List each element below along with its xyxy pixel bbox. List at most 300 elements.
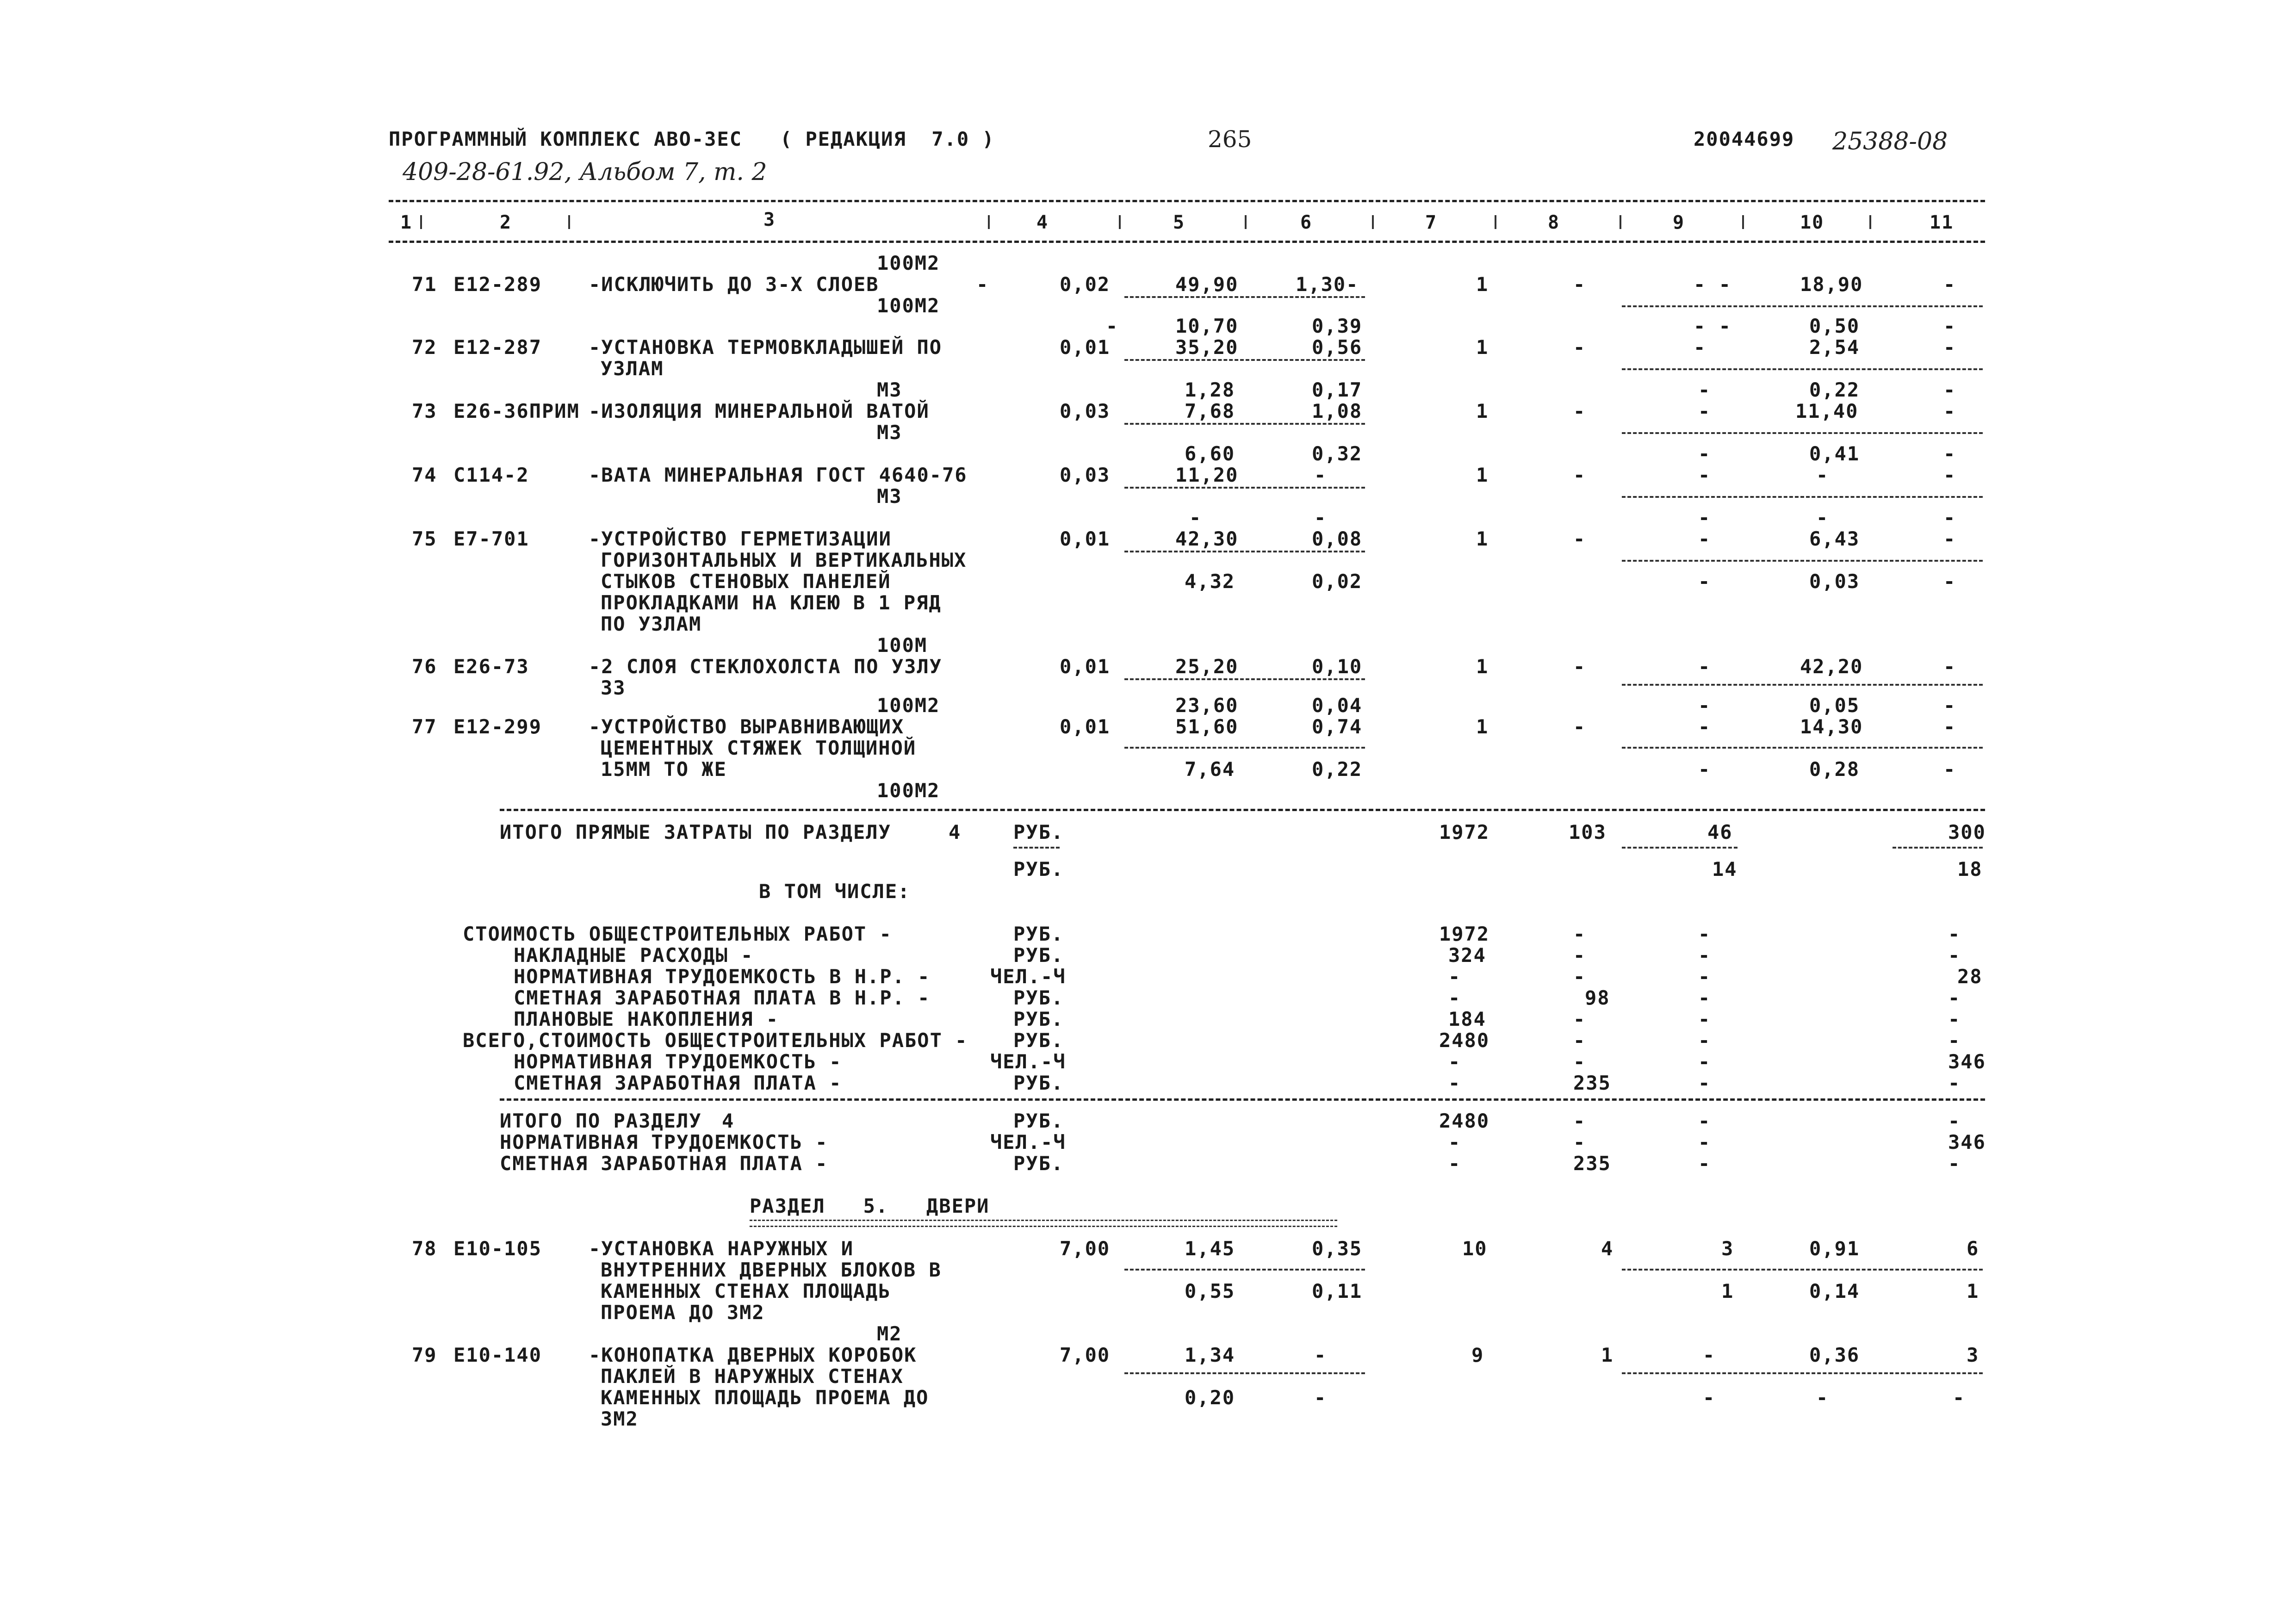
col-header-7: 7 bbox=[1425, 212, 1438, 233]
direct-costs-col9: 46 bbox=[1707, 821, 1733, 843]
breakdown-col11: - bbox=[1948, 923, 1961, 945]
cell-col8: - bbox=[1573, 273, 1586, 296]
cell-price-total: 7,68 bbox=[1185, 400, 1235, 422]
breakdown-col9: - bbox=[1698, 1029, 1711, 1052]
cell-col11: - bbox=[1943, 527, 1956, 550]
unit-label: 100М2 bbox=[877, 252, 940, 274]
breakdown-label: СМЕТНАЯ ЗАРАБОТНАЯ ПЛАТА В Н.Р. - bbox=[514, 986, 931, 1009]
breakdown-col7: 1972 bbox=[1439, 923, 1490, 945]
row-name-cont: КАМЕННЫХ ПЛОЩАДЬ ПРОЕМА ДО bbox=[601, 1386, 929, 1409]
row-name: -2 СЛОЯ СТЕКЛОХОЛСТА ПО УЗЛУ bbox=[589, 655, 943, 678]
cell-col7: 1 bbox=[1476, 400, 1489, 422]
col-header-3: 3 bbox=[763, 209, 776, 230]
row-code: Е26-73 bbox=[453, 655, 529, 678]
cell-price-wage-sub: 0,04 bbox=[1312, 694, 1363, 717]
unit-label: 100М2 bbox=[877, 779, 940, 802]
section-total-unit: РУБ. bbox=[1013, 1110, 1064, 1132]
cell-col10: 14,30 bbox=[1800, 715, 1863, 738]
col-separator bbox=[1245, 215, 1247, 229]
cell-price-wage: 1,08 bbox=[1312, 400, 1363, 422]
breakdown-label: НОРМАТИВНАЯ ТРУДОЕМКОСТЬ В Н.Р. - bbox=[514, 965, 931, 988]
col-header-10: 10 bbox=[1800, 212, 1824, 233]
direct-costs-section: 4 bbox=[949, 821, 962, 843]
cell-col9: - bbox=[1698, 506, 1711, 529]
cell-col10: 18,90 bbox=[1800, 273, 1863, 296]
cell-price-total: - bbox=[1189, 506, 1202, 529]
section-total-rule bbox=[500, 809, 1985, 811]
cell-price-total-sub: 0,20 bbox=[1185, 1386, 1235, 1409]
cell-col11: 6 bbox=[1967, 1237, 1980, 1260]
breakdown-col9: - bbox=[1698, 965, 1711, 988]
cell-col11: - bbox=[1943, 315, 1956, 337]
cell-qty: 0,01 bbox=[1060, 715, 1111, 738]
breakdown-unit: ЧЕЛ.-Ч bbox=[990, 965, 1066, 988]
row-name-cont: 3М2 bbox=[601, 1407, 639, 1430]
cell-col10: 0,22 bbox=[1809, 378, 1860, 401]
cell-price-total: 10,70 bbox=[1175, 315, 1239, 337]
cell-col9: - bbox=[1698, 442, 1711, 465]
cell-divider bbox=[1622, 305, 1983, 307]
direct-costs-unit: РУБ. bbox=[1013, 821, 1064, 843]
breakdown-col9: - bbox=[1698, 944, 1711, 967]
direct-costs-col9-sub: 14 bbox=[1712, 858, 1738, 880]
cell-col8: 1 bbox=[1601, 1344, 1614, 1366]
cell-qty: 7,00 bbox=[1060, 1237, 1111, 1260]
section-total-col11: - bbox=[1948, 1110, 1961, 1132]
section-total-col11: - bbox=[1948, 1152, 1961, 1175]
cell-price-total: 1,45 bbox=[1185, 1237, 1235, 1260]
cell-col7: 1 bbox=[1476, 715, 1489, 738]
cell-qty: 0,01 bbox=[1060, 527, 1111, 550]
col-header-2: 2 bbox=[500, 212, 512, 233]
breakdown-label: ВСЕГО,СТОИМОСТЬ ОБЩЕСТРОИТЕЛЬНЫХ РАБОТ - bbox=[463, 1029, 968, 1052]
breakdown-col11: 28 bbox=[1957, 965, 1983, 988]
cell-price-wage: 0,17 bbox=[1312, 378, 1363, 401]
cell-divider bbox=[1124, 551, 1365, 552]
row-number: 75 bbox=[412, 527, 437, 550]
cell-col9: - bbox=[1698, 400, 1711, 422]
cell-col10-sub: - bbox=[1816, 1386, 1829, 1409]
cell-col9: 3 bbox=[1721, 1237, 1734, 1260]
breakdown-unit: РУБ. bbox=[1013, 986, 1064, 1009]
row-code: Е10-105 bbox=[453, 1237, 542, 1260]
section-total-rule bbox=[500, 1098, 1985, 1101]
col-separator bbox=[568, 215, 570, 229]
cell-col9: - bbox=[1698, 715, 1711, 738]
cell-price-wage-sub: 0,11 bbox=[1312, 1280, 1363, 1302]
unit-label: 100М2 bbox=[877, 294, 940, 317]
col-separator bbox=[988, 215, 990, 229]
cell-col9: - - bbox=[1694, 273, 1731, 296]
breakdown-col7: 2480 bbox=[1439, 1029, 1490, 1052]
col-separator bbox=[1869, 215, 1871, 229]
unit-label: М2 bbox=[877, 1322, 902, 1345]
unit-label: М3 bbox=[877, 485, 902, 508]
cell-col11: - bbox=[1943, 273, 1956, 296]
breakdown-col8: - bbox=[1573, 1050, 1586, 1073]
program-title: ПРОГРАММНЫЙ КОМПЛЕКС АВО-3ЕС ( РЕДАКЦИЯ 7.0 ) bbox=[389, 128, 995, 150]
cell-col10-sub: 0,28 bbox=[1809, 758, 1860, 781]
cell-divider bbox=[1622, 847, 1738, 849]
cell-col7: 1 bbox=[1476, 527, 1489, 550]
section-total-unit: РУБ. bbox=[1013, 1152, 1064, 1175]
row-name-cont: ПАКЛЕЙ В НАРУЖНЫХ СТЕНАХ bbox=[601, 1365, 904, 1388]
col-separator bbox=[420, 215, 422, 229]
cell-price-wage: 1,30- bbox=[1296, 273, 1359, 296]
cell-divider bbox=[1013, 847, 1060, 849]
cell-col7: 1 bbox=[1476, 655, 1489, 678]
breakdown-label: НОРМАТИВНАЯ ТРУДОЕМКОСТЬ - bbox=[514, 1050, 842, 1073]
breakdown-unit: РУБ. bbox=[1013, 944, 1064, 967]
section-title-underline bbox=[750, 1220, 1337, 1227]
unit-label: 100М bbox=[877, 634, 928, 657]
cell-divider bbox=[1124, 423, 1365, 425]
cell-price-total: 6,60 bbox=[1185, 442, 1235, 465]
header-bottom-rule bbox=[389, 241, 1985, 243]
breakdown-col7: 324 bbox=[1448, 944, 1486, 967]
breakdown-col7: 184 bbox=[1448, 1008, 1486, 1030]
cell-col9: - bbox=[1698, 527, 1711, 550]
breakdown-unit: РУБ. bbox=[1013, 1029, 1064, 1052]
cell-divider bbox=[1622, 496, 1983, 498]
breakdown-col8: - bbox=[1573, 1029, 1586, 1052]
row-number: 77 bbox=[412, 715, 437, 738]
cell-col11: - bbox=[1943, 655, 1956, 678]
cell-divider bbox=[1124, 296, 1365, 298]
cell-price-wage: 0,35 bbox=[1312, 1237, 1363, 1260]
breakdown-unit: РУБ. bbox=[1013, 923, 1064, 945]
cell-col4-mark: - bbox=[976, 273, 989, 296]
cell-col9-sub: - bbox=[1698, 570, 1711, 593]
row-name-cont: 15ММ ТО ЖЕ bbox=[601, 758, 727, 781]
cell-price-total: 1,28 bbox=[1185, 378, 1235, 401]
unit-label: М3 bbox=[877, 378, 902, 401]
cell-divider bbox=[1622, 1269, 1983, 1271]
cell-divider bbox=[1124, 1269, 1365, 1271]
cell-divider bbox=[1893, 847, 1983, 849]
cell-col7: 1 bbox=[1476, 273, 1489, 296]
cell-col11-sub: - bbox=[1943, 694, 1956, 717]
row-name: -КОНОПАТКА ДВЕРНЫХ КОРОБОК bbox=[589, 1344, 917, 1366]
cell-col4-mark: - bbox=[1106, 315, 1119, 337]
cell-col7: 9 bbox=[1471, 1344, 1484, 1366]
col-header-4: 4 bbox=[1036, 212, 1049, 233]
cell-col11-sub: - bbox=[1953, 1386, 1966, 1409]
cell-col11-sub: 1 bbox=[1967, 1280, 1980, 1302]
cell-qty: 0,01 bbox=[1060, 655, 1111, 678]
row-name-cont: СТЫКОВ СТЕНОВЫХ ПАНЕЛЕЙ bbox=[601, 570, 891, 593]
cell-col9: - - bbox=[1694, 315, 1731, 337]
cell-price-total: 25,20 bbox=[1175, 655, 1239, 678]
section-total-col11: 346 bbox=[1948, 1131, 1986, 1153]
cell-price-total: 1,34 bbox=[1185, 1344, 1235, 1366]
col-separator bbox=[1372, 215, 1374, 229]
row-number: 72 bbox=[412, 336, 437, 359]
cell-col11: - bbox=[1943, 506, 1956, 529]
section-total-col7: - bbox=[1448, 1131, 1461, 1153]
row-name-cont: ЦЕМЕНТНЫХ СТЯЖЕК ТОЛЩИНОЙ bbox=[601, 737, 917, 759]
cell-col11: - bbox=[1943, 715, 1956, 738]
row-code: Е12-287 bbox=[453, 336, 542, 359]
row-code: Е12-299 bbox=[453, 715, 542, 738]
section-total-col8: - bbox=[1573, 1131, 1586, 1153]
breakdown-col7: - bbox=[1448, 1072, 1461, 1094]
cell-divider bbox=[1124, 359, 1365, 361]
col-separator bbox=[1495, 215, 1496, 229]
row-code: Е26-36ПРИМ bbox=[453, 400, 580, 422]
unit-label: 100М2 bbox=[877, 694, 940, 717]
cell-divider bbox=[1622, 432, 1983, 434]
row-name-cont: ГОРИЗОНТАЛЬНЫХ И ВЕРТИКАЛЬНЫХ bbox=[601, 549, 967, 571]
col-header-1: 1 bbox=[400, 212, 413, 233]
cell-col9-sub: - bbox=[1703, 1386, 1716, 1409]
cell-col9: - bbox=[1698, 464, 1711, 486]
col-separator bbox=[1620, 215, 1621, 229]
cell-divider bbox=[1622, 560, 1983, 562]
row-name-cont: ПРОКЛАДКАМИ НА КЛЕЮ В 1 РЯД bbox=[601, 591, 942, 614]
breakdown-col11: 346 bbox=[1948, 1050, 1986, 1073]
breakdown-col8: 235 bbox=[1573, 1072, 1611, 1094]
section-total-unit: ЧЕЛ.-Ч bbox=[990, 1131, 1066, 1153]
cell-price-total-sub: 23,60 bbox=[1175, 694, 1239, 717]
breakdown-col7: - bbox=[1448, 1050, 1461, 1073]
cell-col10: - bbox=[1816, 464, 1829, 486]
section-5-title: РАЗДЕЛ 5. ДВЕРИ bbox=[750, 1195, 990, 1217]
breakdown-col7: - bbox=[1448, 965, 1461, 988]
breakdown-col8: - bbox=[1573, 923, 1586, 945]
row-code: Е10-140 bbox=[453, 1344, 542, 1366]
breakdown-col11: - bbox=[1948, 1072, 1961, 1094]
cell-divider bbox=[1124, 487, 1365, 489]
cell-col8: - bbox=[1573, 464, 1586, 486]
row-name-cont: ПО УЗЛАМ bbox=[601, 613, 702, 635]
cell-qty: 0,03 bbox=[1060, 400, 1111, 422]
cell-col11: - bbox=[1943, 336, 1956, 359]
cell-qty: 7,00 bbox=[1060, 1344, 1111, 1366]
including-label: В ТОМ ЧИСЛЕ: bbox=[759, 880, 911, 903]
cell-col8: - bbox=[1573, 715, 1586, 738]
cell-price-wage: 0,08 bbox=[1312, 527, 1363, 550]
row-name-cont: 33 bbox=[601, 676, 626, 699]
row-code: Е12-289 bbox=[453, 273, 542, 296]
breakdown-col8: - bbox=[1573, 965, 1586, 988]
cell-divider bbox=[1622, 747, 1983, 749]
cell-col8: 4 bbox=[1601, 1237, 1614, 1260]
cell-price-wage-sub: 0,02 bbox=[1312, 570, 1363, 593]
breakdown-label: ПЛАНОВЫЕ НАКОПЛЕНИЯ - bbox=[514, 1008, 779, 1030]
breakdown-col8: - bbox=[1573, 944, 1586, 967]
breakdown-col9: - bbox=[1698, 1050, 1711, 1073]
row-code: Е7-701 bbox=[453, 527, 529, 550]
breakdown-label: СМЕТНАЯ ЗАРАБОТНАЯ ПЛАТА - bbox=[514, 1072, 842, 1094]
direct-costs-label: ИТОГО ПРЯМЫЕ ЗАТРАТЫ ПО РАЗДЕЛУ bbox=[500, 821, 891, 843]
cell-col10-sub: 0,03 bbox=[1809, 570, 1860, 593]
cell-price-wage: 0,56 bbox=[1312, 336, 1363, 359]
cell-col9: - bbox=[1698, 378, 1711, 401]
breakdown-col9: - bbox=[1698, 986, 1711, 1009]
row-name-cont: ПРОЕМА ДО 3М2 bbox=[601, 1301, 765, 1324]
breakdown-col9: - bbox=[1698, 1072, 1711, 1094]
section-total-col9: - bbox=[1698, 1110, 1711, 1132]
cell-price-wage: - bbox=[1314, 506, 1327, 529]
breakdown-col11: - bbox=[1948, 1008, 1961, 1030]
cell-col10-sub: 0,14 bbox=[1809, 1280, 1860, 1302]
col-separator bbox=[1742, 215, 1744, 229]
cell-col11: - bbox=[1943, 378, 1956, 401]
cell-price-total-sub: 4,32 bbox=[1185, 570, 1235, 593]
breakdown-col9: - bbox=[1698, 923, 1711, 945]
col-separator bbox=[1119, 215, 1121, 229]
cell-col10-sub: 0,05 bbox=[1809, 694, 1860, 717]
col-header-8: 8 bbox=[1548, 212, 1560, 233]
cell-divider bbox=[1622, 1372, 1983, 1374]
section-total-label: ИТОГО ПО РАЗДЕЛУ bbox=[500, 1110, 702, 1132]
row-number: 71 bbox=[412, 273, 437, 296]
col-header-5: 5 bbox=[1173, 212, 1185, 233]
direct-costs-unit-2: РУБ. bbox=[1013, 858, 1064, 880]
cell-col10: 0,50 bbox=[1809, 315, 1860, 337]
breakdown-col7: - bbox=[1448, 986, 1461, 1009]
section-total-col9: - bbox=[1698, 1152, 1711, 1175]
row-number: 78 bbox=[412, 1237, 437, 1260]
row-name: -ИЗОЛЯЦИЯ МИНЕРАЛЬНОЙ ВАТОЙ bbox=[589, 400, 930, 422]
document-code: 20044699 bbox=[1694, 128, 1795, 150]
cell-col10: - bbox=[1816, 506, 1829, 529]
cell-col10: 0,36 bbox=[1809, 1344, 1860, 1366]
row-number: 73 bbox=[412, 400, 437, 422]
row-number: 79 bbox=[412, 1344, 437, 1366]
unit-label: М3 bbox=[877, 421, 902, 444]
handwritten-code: 25388-08 bbox=[1832, 128, 1948, 155]
row-name-cont: КАМЕННЫХ СТЕНАХ ПЛОЩАДЬ bbox=[601, 1280, 891, 1302]
breakdown-col8: 98 bbox=[1585, 986, 1610, 1009]
cell-price-wage-sub: - bbox=[1314, 1386, 1327, 1409]
cell-col9: - bbox=[1703, 1344, 1716, 1366]
cell-col11: 3 bbox=[1967, 1344, 1980, 1366]
cell-col11: - bbox=[1943, 464, 1956, 486]
breakdown-label: НАКЛАДНЫЕ РАСХОДЫ - bbox=[514, 944, 754, 967]
header-top-rule bbox=[389, 200, 1985, 202]
cell-col10: 11,40 bbox=[1795, 400, 1859, 422]
cell-col10: 42,20 bbox=[1800, 655, 1863, 678]
col-header-9: 9 bbox=[1673, 212, 1685, 233]
cell-col8: - bbox=[1573, 655, 1586, 678]
cell-col8: - bbox=[1573, 527, 1586, 550]
cell-price-wage: - bbox=[1314, 1344, 1327, 1366]
cell-price-wage: - bbox=[1314, 464, 1327, 486]
cell-price-total: 49,90 bbox=[1175, 273, 1239, 296]
cell-col11-sub: - bbox=[1943, 758, 1956, 781]
cell-col8: - bbox=[1573, 336, 1586, 359]
section-total-col7: - bbox=[1448, 1152, 1461, 1175]
cell-price-total: 35,20 bbox=[1175, 336, 1239, 359]
cell-divider bbox=[1622, 684, 1983, 686]
cell-col10: 0,41 bbox=[1809, 442, 1860, 465]
row-name: -ИСКЛЮЧИТЬ ДО 3-Х СЛОЕВ bbox=[589, 273, 879, 296]
cell-col9-sub: 1 bbox=[1721, 1280, 1734, 1302]
handwritten-album: 409-28-61.92, Альбом 7, т. 2 bbox=[403, 158, 767, 186]
cell-price-wage: 0,39 bbox=[1312, 315, 1363, 337]
cell-col9: - bbox=[1694, 336, 1706, 359]
breakdown-unit: РУБ. bbox=[1013, 1072, 1064, 1094]
cell-price-total-sub: 7,64 bbox=[1185, 758, 1235, 781]
cell-price-total: 11,20 bbox=[1175, 464, 1239, 486]
direct-costs-col8: 103 bbox=[1569, 821, 1607, 843]
cell-divider bbox=[1124, 678, 1365, 680]
cell-divider bbox=[1124, 747, 1365, 749]
cell-divider bbox=[1124, 1372, 1365, 1374]
cell-col11: - bbox=[1943, 442, 1956, 465]
page-number: 265 bbox=[1208, 126, 1252, 153]
cell-col9-sub: - bbox=[1698, 694, 1711, 717]
direct-costs-col7: 1972 bbox=[1439, 821, 1490, 843]
section-total-col8: - bbox=[1573, 1110, 1586, 1132]
cell-col10: 6,43 bbox=[1809, 527, 1860, 550]
row-name: -УСТРОЙСТВО ГЕРМЕТИЗАЦИИ bbox=[589, 527, 892, 550]
col-header-11: 11 bbox=[1930, 212, 1954, 233]
col-header-6: 6 bbox=[1300, 212, 1313, 233]
cell-price-total-sub: 0,55 bbox=[1185, 1280, 1235, 1302]
row-name: -ВАТА МИНЕРАЛЬНАЯ ГОСТ 4640-76 bbox=[589, 464, 968, 486]
row-code: С114-2 bbox=[453, 464, 529, 486]
row-number: 76 bbox=[412, 655, 437, 678]
breakdown-col11: - bbox=[1948, 944, 1961, 967]
cell-divider bbox=[1622, 368, 1983, 370]
cell-col11: - bbox=[1943, 400, 1956, 422]
section-total-label: СМЕТНАЯ ЗАРАБОТНАЯ ПЛАТА - bbox=[500, 1152, 828, 1175]
cell-col11-sub: - bbox=[1943, 570, 1956, 593]
breakdown-col11: - bbox=[1948, 986, 1961, 1009]
breakdown-unit: ЧЕЛ.-Ч bbox=[990, 1050, 1066, 1073]
direct-costs-col11-sub: 18 bbox=[1957, 858, 1983, 880]
row-name-cont: УЗЛАМ bbox=[601, 357, 664, 380]
section-total-col7: 2480 bbox=[1439, 1110, 1490, 1132]
cell-price-wage: 0,74 bbox=[1312, 715, 1363, 738]
section-total-number: 4 bbox=[722, 1110, 735, 1132]
breakdown-label: СТОИМОСТЬ ОБЩЕСТРОИТЕЛЬНЫХ РАБОТ - bbox=[463, 923, 892, 945]
breakdown-col8: - bbox=[1573, 1008, 1586, 1030]
section-total-label: НОРМАТИВНАЯ ТРУДОЕМКОСТЬ - bbox=[500, 1131, 828, 1153]
section-total-col9: - bbox=[1698, 1131, 1711, 1153]
cell-col9-sub: - bbox=[1698, 758, 1711, 781]
row-number: 74 bbox=[412, 464, 437, 486]
cell-col10: 0,91 bbox=[1809, 1237, 1860, 1260]
cell-price-total: 51,60 bbox=[1175, 715, 1239, 738]
cell-col7: 1 bbox=[1476, 464, 1489, 486]
cell-qty: 0,03 bbox=[1060, 464, 1111, 486]
breakdown-col9: - bbox=[1698, 1008, 1711, 1030]
cell-col9: - bbox=[1698, 655, 1711, 678]
row-name: -УСТАНОВКА ТЕРМОВКЛАДЫШЕЙ ПО bbox=[589, 336, 943, 359]
row-name: -УСТАНОВКА НАРУЖНЫХ И bbox=[589, 1237, 854, 1260]
cell-qty: 0,01 bbox=[1060, 336, 1111, 359]
cell-qty: 0,02 bbox=[1060, 273, 1111, 296]
direct-costs-col11: 300 bbox=[1948, 821, 1986, 843]
cell-price-wage: 0,10 bbox=[1312, 655, 1363, 678]
row-name-cont: ВНУТРЕННИХ ДВЕРНЫХ БЛОКОВ В bbox=[601, 1259, 942, 1281]
row-name: -УСТРОЙСТВО ВЫРАВНИВАЮЩИХ bbox=[589, 715, 905, 738]
breakdown-unit: РУБ. bbox=[1013, 1008, 1064, 1030]
cell-col7: 1 bbox=[1476, 336, 1489, 359]
breakdown-col11: - bbox=[1948, 1029, 1961, 1052]
cell-price-wage: 0,32 bbox=[1312, 442, 1363, 465]
cell-price-total: 42,30 bbox=[1175, 527, 1239, 550]
cell-col10: 2,54 bbox=[1809, 336, 1860, 359]
cell-price-wage-sub: 0,22 bbox=[1312, 758, 1363, 781]
section-total-col8: 235 bbox=[1573, 1152, 1611, 1175]
cell-col8: - bbox=[1573, 400, 1586, 422]
cell-col7: 10 bbox=[1462, 1237, 1488, 1260]
